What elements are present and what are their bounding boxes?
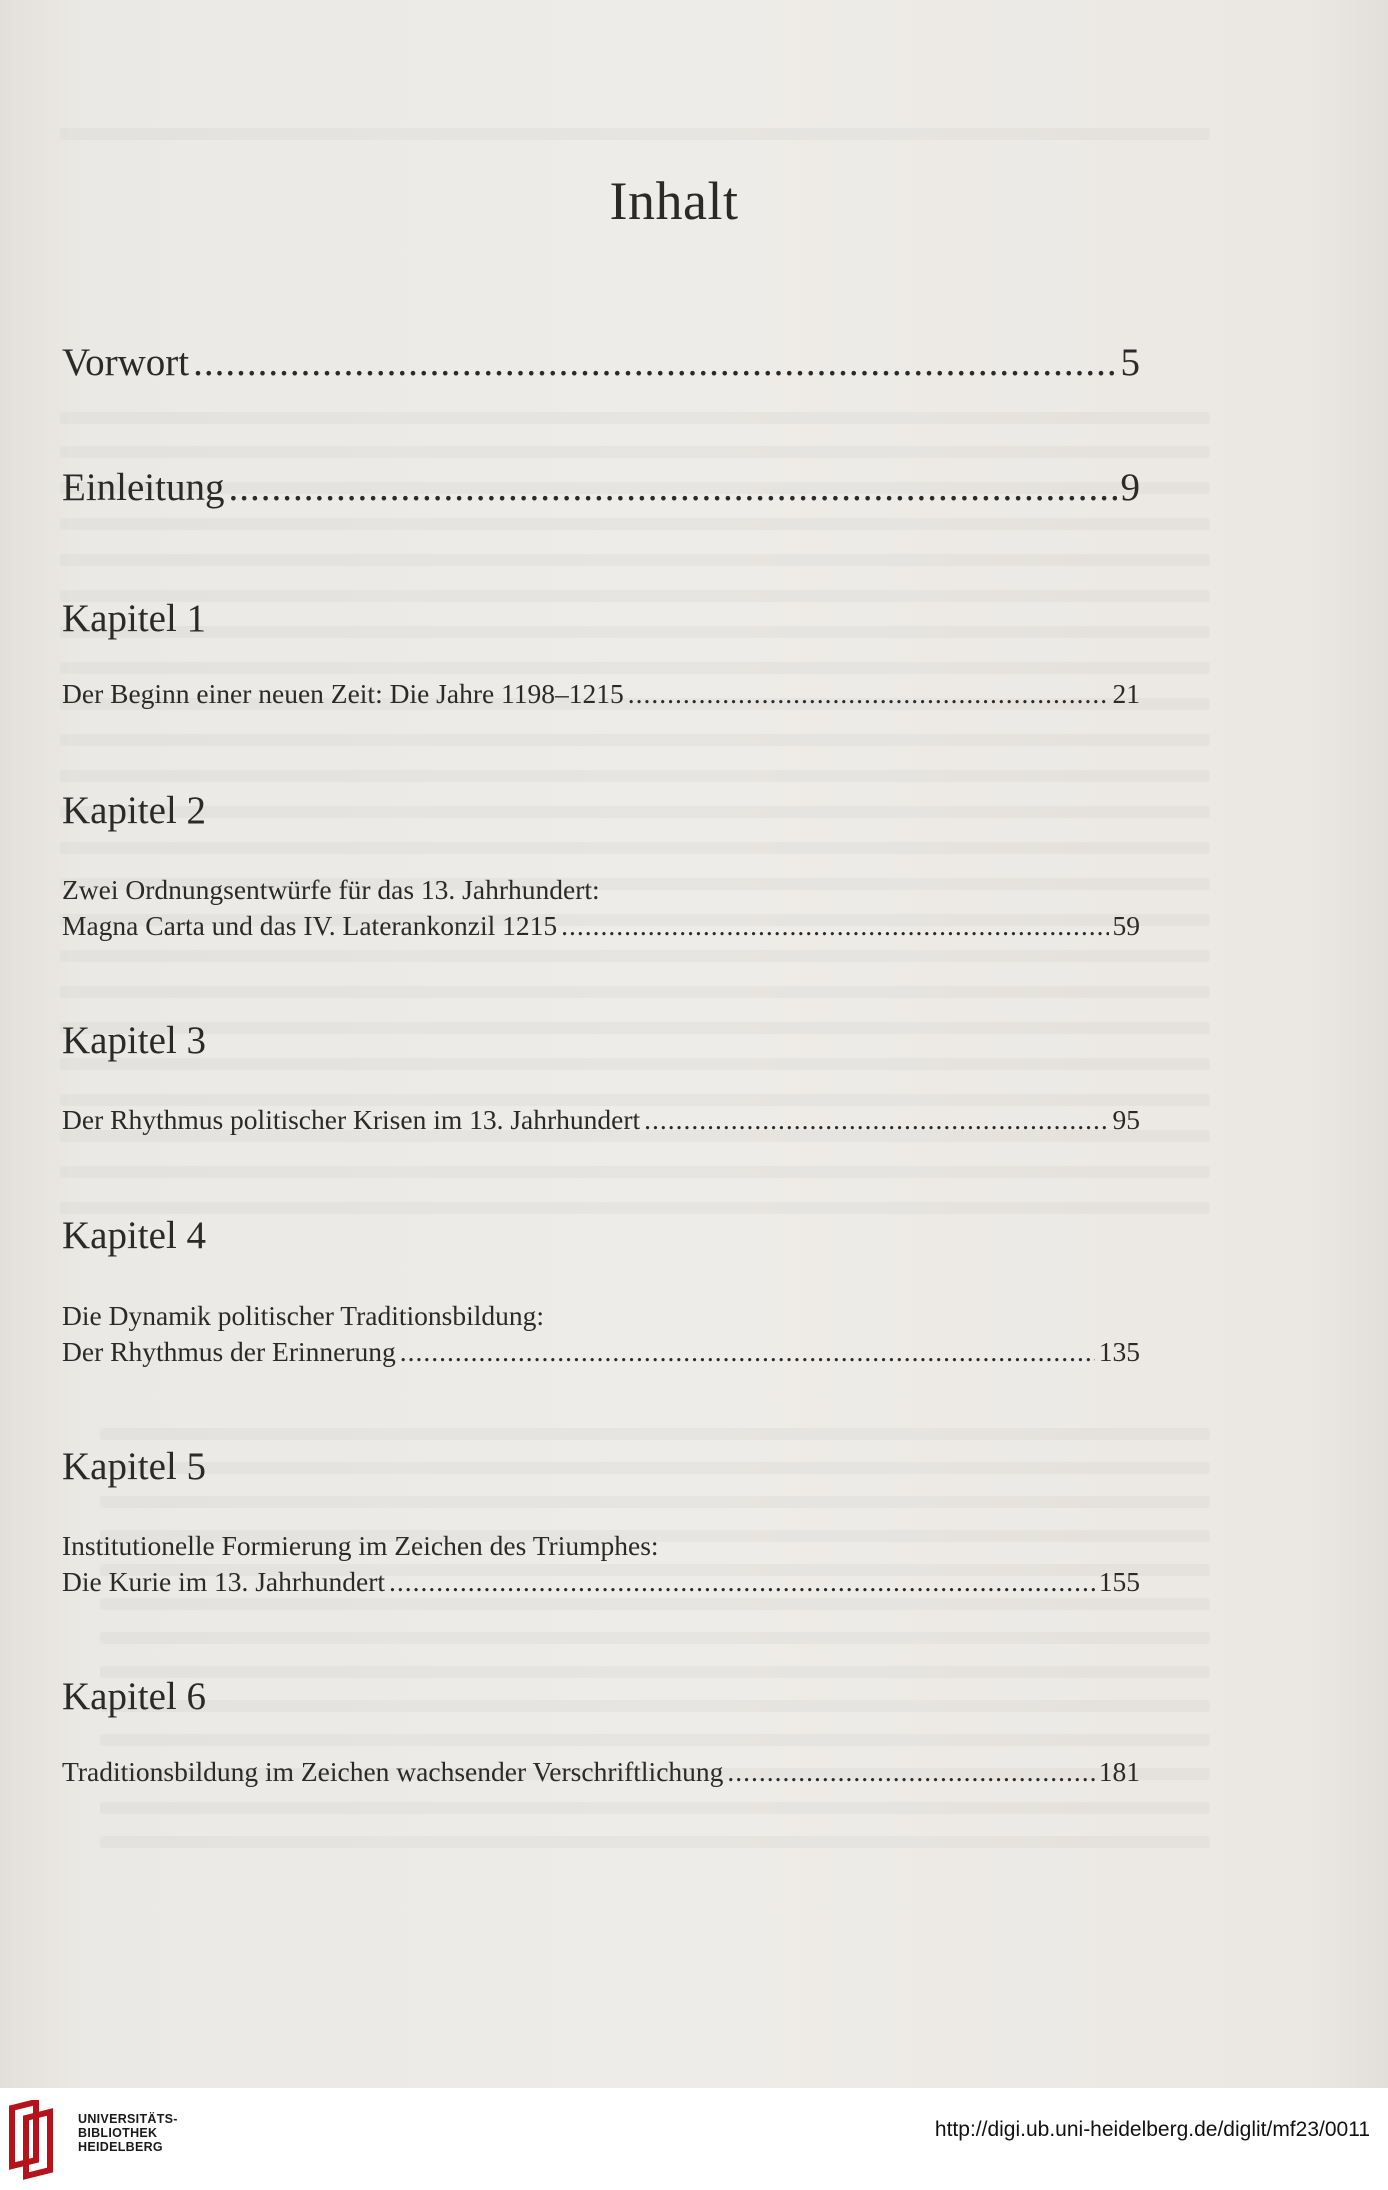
page-title: Inhalt: [609, 171, 739, 231]
toc-entry-kapitel-1[interactable]: [62, 678, 1140, 710]
dot-leader: [628, 678, 1109, 710]
library-name-line: BIBLIOTHEK: [78, 2126, 158, 2140]
toc-entry-subtitle: Zwei Ordnungsentwürfe für das 13. Jahrhundert:: [62, 874, 600, 905]
chapter-heading: Kapitel 4: [62, 1214, 207, 1257]
toc-page-number: 21: [1112, 678, 1140, 709]
toc-page-number: 135: [1098, 1336, 1140, 1367]
table-of-contents: [62, 0, 1140, 2088]
chapter-heading: Kapitel 6: [62, 1675, 207, 1718]
toc-entry-label: Der Rhythmus politischer Krisen im 13. Jahrhundert: [62, 1104, 641, 1135]
chapter-heading: Kapitel 3: [62, 1019, 207, 1062]
toc-entry-label: Die Kurie im 13. Jahrhundert: [62, 1566, 386, 1597]
dot-leader: [644, 1104, 1108, 1136]
toc-entry-label: Der Rhythmus der Erinnerung: [62, 1336, 396, 1367]
chapter-heading: Kapitel 1: [62, 597, 207, 640]
toc-entry-label: Einleitung: [62, 466, 225, 509]
toc-page-number: 155: [1098, 1566, 1140, 1597]
toc-entry-kapitel-4[interactable]: [62, 1336, 1140, 1368]
library-name-line: HEIDELBERG: [78, 2140, 163, 2154]
toc-entry-kapitel-3[interactable]: [62, 1104, 1140, 1136]
dot-leader: [389, 1566, 1095, 1598]
toc-entry-kapitel-5[interactable]: [62, 1566, 1140, 1598]
toc-entry-einleitung[interactable]: [62, 465, 1140, 510]
toc-entry-kapitel-2[interactable]: [62, 910, 1140, 942]
toc-entry-label: Der Beginn einer neuen Zeit: Die Jahre 1198–1215: [62, 678, 624, 709]
library-name: [78, 2112, 178, 2154]
toc-page-number: 9: [1120, 466, 1140, 509]
dot-leader: [400, 1336, 1095, 1368]
toc-page-number: 181: [1098, 1756, 1140, 1787]
dot-leader: [193, 340, 1116, 385]
chapter-heading: Kapitel 2: [62, 789, 207, 832]
chapter-heading: Kapitel 5: [62, 1445, 207, 1488]
toc-entry-subtitle: Die Dynamik politischer Traditionsbildung:: [62, 1300, 545, 1331]
toc-page-number: 59: [1112, 910, 1140, 941]
library-name-line: UNIVERSITÄTS-: [78, 2112, 178, 2126]
dot-leader: [228, 465, 1116, 510]
toc-page-number: 5: [1120, 341, 1140, 384]
toc-entry-label: Magna Carta und das IV. Laterankonzil 1215: [62, 910, 558, 941]
library-logo-icon: [6, 2100, 68, 2180]
toc-entry-subtitle: Institutionelle Formierung im Zeichen des Triumphes:: [62, 1530, 659, 1561]
toc-page-number: 95: [1112, 1104, 1140, 1135]
toc-entry-kapitel-6[interactable]: [62, 1756, 1140, 1788]
dot-leader: [727, 1756, 1094, 1788]
toc-entry-label: Traditionsbildung im Zeichen wachsender Verschriftlichung: [62, 1756, 724, 1787]
toc-entry-label: Vorwort: [62, 341, 190, 384]
source-url-link[interactable]: http://digi.ub.uni-heidelberg.de/diglit/mf23/0011: [934, 2118, 1370, 2141]
dot-leader: [561, 910, 1108, 942]
toc-entry-vorwort[interactable]: [62, 340, 1140, 385]
